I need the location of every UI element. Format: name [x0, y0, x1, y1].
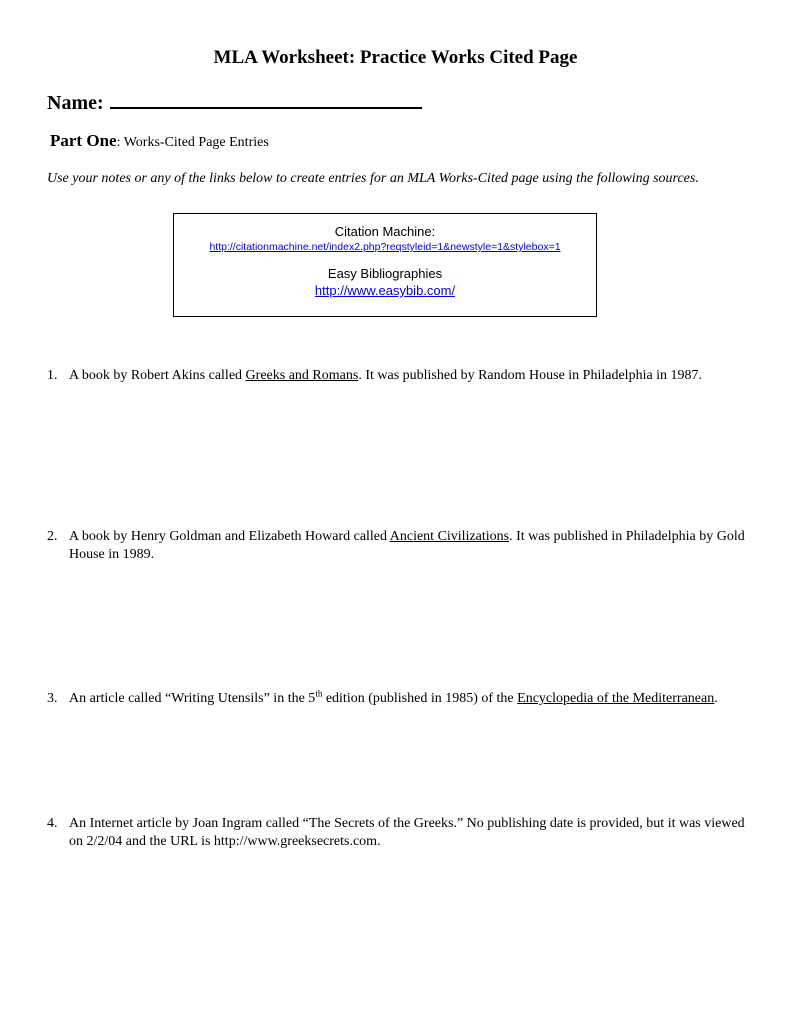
item-number: 4.: [47, 816, 58, 831]
item-text-mid: edition (published in 1985) of the: [322, 691, 518, 706]
part-heading-row: [50, 131, 269, 151]
list-item: [47, 815, 747, 851]
list-item: [47, 367, 747, 385]
easybib-link[interactable]: http://www.easybib.com/: [314, 283, 456, 298]
page-title: MLA Worksheet: Practice Works Cited Page: [213, 47, 578, 68]
citation-machine-label: Citation Machine:: [334, 224, 436, 239]
item-source-title: Greeks and Romans: [245, 368, 359, 383]
item-number: 2.: [47, 529, 58, 544]
item-text-post: . It was published in Philadelphia by Gold House in 1989.: [69, 529, 745, 562]
item-text: An Internet article by Joan Ingram called “The Secrets of the Greeks.” No publishing date is provided, but it was viewed on 2/2/04 and the URL is http://www.greeksecrets.com.: [69, 816, 745, 849]
part-subtitle: : Works-Cited Page Entries: [116, 135, 269, 150]
item-text-post: .: [714, 691, 718, 706]
item-superscript: th: [315, 688, 323, 699]
citation-machine-link[interactable]: http://citationmachine.net/index2.php?reqstyleid=1&newstyle=1&stylebox=1: [209, 241, 561, 253]
part-heading: Part One: [50, 131, 117, 150]
list-item: [47, 528, 747, 564]
easybib-label: Easy Bibliographies: [327, 266, 443, 281]
item-number: 3.: [47, 691, 58, 706]
links-box: [173, 213, 597, 317]
item-text-post: . It was published by Random House in Philadelphia in 1987.: [358, 368, 703, 383]
item-source-title: Ancient Civilizations: [389, 529, 510, 544]
item-text: [69, 690, 747, 708]
item-text: [69, 367, 747, 385]
item-text-pre: An article called “Writing Utensils” in the 5: [69, 691, 316, 706]
name-blank-line: [110, 88, 422, 109]
instructions-text: Use your notes or any of the links below to create entries for an MLA Works-Cited page using the following sources.: [47, 171, 699, 186]
name-field-row: [47, 88, 422, 115]
item-text-pre: A book by Robert Akins called: [69, 368, 246, 383]
name-label: Name:: [47, 92, 104, 114]
item-source-title: Encyclopedia of the Mediterranean: [517, 691, 715, 706]
item-number: 1.: [47, 368, 58, 383]
item-text: [69, 528, 747, 564]
list-item: [47, 690, 747, 708]
item-text-pre: A book by Henry Goldman and Elizabeth Howard called: [69, 529, 390, 544]
